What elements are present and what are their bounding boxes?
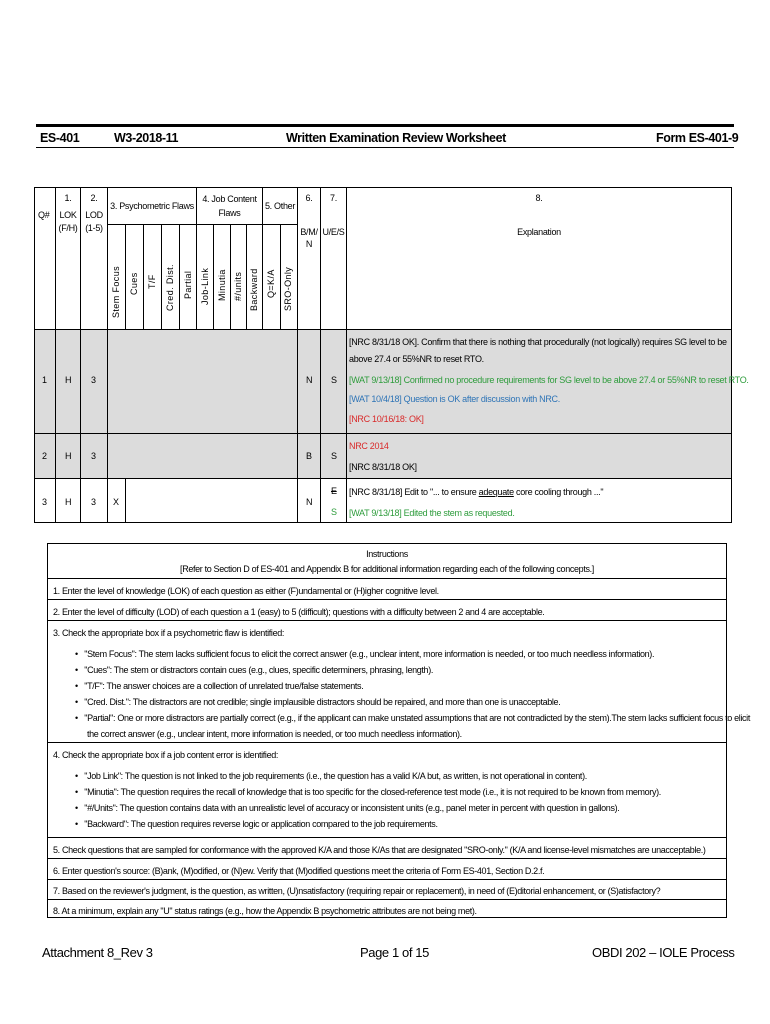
- instruction-3: 3. Check the appropriate box if a psychometric flaw is identified:: [53, 628, 285, 638]
- instruction-4: 4. Check the appropriate box if a job content error is identified:: [53, 750, 279, 760]
- col-explanation-header: [346, 187, 732, 330]
- other-label: 5. Other: [264, 201, 296, 211]
- header-top-rule: [36, 124, 734, 127]
- row3-note-1: [NRC 8/31/18] Edit to "... to ensure adequate core cooling through ...": [349, 487, 604, 497]
- ues-label: U/E/S: [322, 227, 345, 237]
- qka-label: Q=K/A: [266, 269, 276, 298]
- row2-q: 2: [42, 451, 47, 461]
- row3-ues-2: S: [331, 507, 337, 517]
- backward-label: Backward: [249, 268, 259, 311]
- form-id: ES-401: [40, 131, 80, 145]
- row2-ues: S: [331, 451, 337, 461]
- row1-note-5: [NRC 10/16/18: OK]: [349, 414, 424, 424]
- col-lok-header: [55, 187, 81, 330]
- expl-label: Explanation: [517, 227, 561, 237]
- bullet-units: • "#/Units": The question contains data with an unrealistic level of accuracy or inconsistent units (e.g., panel meter in percent with question in gallons).: [75, 803, 620, 813]
- job-link-label: Job-Link: [200, 267, 210, 305]
- lok-label: LOK: [59, 210, 77, 220]
- row3-ues: E: [331, 486, 337, 496]
- bullet-partial: • "Partial": One or more distractors are partially correct (e.g., if the applicant can make unstated assumptions that are not contradicted by the stem).The stem lacks sufficient focus to elicit: [75, 713, 750, 723]
- instruction-7: 7. Based on the reviewer's judgment, is the question, as written, (U)nsatisfactory (requiring repair or replacement), in need of (E)ditorial enhancement, or (S)atisfactory?: [53, 886, 661, 896]
- row1-ues: S: [331, 375, 337, 385]
- bullet-backward: • "Backward": The question requires reverse logic or application compared to the job requirements.: [75, 819, 438, 829]
- footer-attachment: Attachment 8_Rev 3: [42, 945, 153, 960]
- row3-bmn: N: [306, 497, 313, 507]
- sro-only-label: SRO-Only: [283, 266, 293, 311]
- instruction-2: 2. Enter the level of difficulty (LOD) of each question a 1 (easy) to 5 (difficult); questions with a difficulty between 2 and 4 are acceptable.: [53, 607, 545, 617]
- lod-num: 2.: [90, 193, 98, 203]
- col-lod-header: [80, 187, 108, 330]
- tf-label: T/F: [147, 274, 157, 289]
- row1-lok: H: [65, 375, 72, 385]
- row3-lok: H: [65, 497, 72, 507]
- col-ues-header: [320, 187, 347, 330]
- ues-num: 7.: [330, 193, 337, 203]
- bullet-cues: • "Cues": The stem or distractors contain cues (e.g., clues, specific determiners, phrasing, length).: [75, 665, 434, 675]
- review-worksheet-table: [34, 187, 749, 523]
- row1-note-4: [WAT 10/4/18] Question is OK after discussion with NRC.: [349, 394, 560, 404]
- instruction-8: 8. At a minimum, explain any "U" status ratings (e.g., how the Appendix B psychometric attributes are not being met).: [53, 906, 477, 916]
- row3-q: 3: [42, 497, 47, 507]
- cues-label: Cues: [129, 272, 139, 295]
- col-qnum-header: [34, 187, 56, 330]
- form-header: [36, 124, 739, 150]
- row1-lod: 3: [91, 375, 96, 385]
- footer-doc-ref: OBDI 202 – IOLE Process: [592, 945, 735, 960]
- instruction-5: 5. Check questions that are sampled for conformance with the approved K/A and those K/As that are designated "SRO-only." (K/A and license-level mismatches are unacceptable.): [53, 845, 706, 855]
- row2-note-1: NRC 2014: [349, 441, 389, 451]
- instruction-6: 6. Enter question's source: (B)ank, (M)odified, or (N)ew. Verify that (M)odified questions meet the criteria of Form ES-401, Section D.2.f.: [53, 866, 545, 876]
- instructions-title: Instructions: [366, 549, 408, 559]
- bullet-partial-cont: the correct answer (e.g., unclear intent, more information is needed, or too much needless information).: [87, 729, 462, 739]
- expl-num: 8.: [535, 193, 543, 203]
- page-title: Written Examination Review Worksheet: [286, 131, 506, 145]
- bullet-cred-dist: • "Cred. Dist.": The distractors are not credible; single implausible distractors should be repaired, and more than one is unacceptable.: [75, 697, 561, 707]
- row3-note-2: [WAT 9/13/18] Edited the stem as requested.: [349, 508, 515, 518]
- stem-focus-label: Stem Focus: [111, 265, 121, 318]
- bmn-label-n: N: [305, 239, 313, 249]
- header-bottom-rule: [36, 147, 734, 148]
- row1-note-2: above 27.4 or 55%NR to reset RTO.: [349, 354, 484, 364]
- bullet-minutia: • "Minutia": The question requires the recall of knowledge that is too specific for the closed-reference test mode (i.e., it is not required to be known from memory).: [75, 787, 661, 797]
- instructions-box: [47, 543, 750, 918]
- form-number: Form ES-401-9: [656, 131, 739, 145]
- job-label-1: 4. Job Content: [202, 194, 257, 204]
- minutia-label: Minutia: [217, 269, 227, 301]
- col-job-header: [196, 187, 263, 225]
- footer-page-number: Page 1 of 15: [360, 945, 429, 960]
- row2-note-2: [NRC 8/31/18 OK]: [349, 462, 417, 472]
- lok-range: (F/H): [58, 223, 78, 233]
- exam-id: W3-2018-11: [114, 131, 179, 145]
- row2-bmn: B: [306, 451, 312, 461]
- bmn-num: 6.: [305, 193, 313, 203]
- row2-lok: H: [65, 451, 72, 461]
- bullet-stem-focus: • "Stem Focus": The stem lacks sufficient focus to elicit the correct answer (e.g., unclear intent, more information is needed, or too much needless information).: [75, 649, 655, 659]
- psych-label: 3. Psychometric Flaws: [110, 201, 194, 211]
- col-bmn-header: [297, 187, 321, 330]
- lod-range: (1-5): [85, 223, 103, 233]
- bullet-tf: • "T/F": The answer choices are a collection of unrelated true/false statements.: [75, 681, 364, 691]
- units-label: #/units: [233, 271, 243, 301]
- row2-lod: 3: [91, 451, 96, 461]
- row1-bmn: N: [306, 375, 313, 385]
- bullet-job-link: • "Job Link": The question is not linked to the job requirements (i.e., the question has a valid K/A but, as written, is not operational in content).: [75, 771, 587, 781]
- row3-lod: 3: [91, 497, 96, 507]
- lod-label: LOD: [85, 210, 103, 220]
- partial-label: Partial: [183, 270, 193, 299]
- job-label-2: Flaws: [218, 208, 241, 218]
- instruction-1: 1. Enter the level of knowledge (LOK) of each question as either (F)undamental or (H)igher cognitive level.: [53, 586, 439, 596]
- cred-dist-label: Cred. Dist.: [165, 264, 175, 311]
- qnum-label: Q#: [38, 210, 50, 220]
- row1-q: 1: [42, 375, 47, 385]
- row1-note-3: [WAT 9/13/18] Confirmed no procedure requirements for SG level to be above 27.4 or 55%NR to reset RTO.: [349, 375, 749, 385]
- row1-note-1: [NRC 8/31/18 OK]. Confirm that there is nothing that procedurally (not logically) requires SG level to be: [349, 337, 727, 347]
- lok-num: 1.: [64, 193, 72, 203]
- row3-stem-focus-mark: X: [113, 497, 119, 507]
- bmn-label: B/M/: [300, 227, 318, 237]
- instructions-subtitle: [Refer to Section D of ES-401 and Appendix B for additional information regarding each of the following concepts.]: [180, 564, 594, 574]
